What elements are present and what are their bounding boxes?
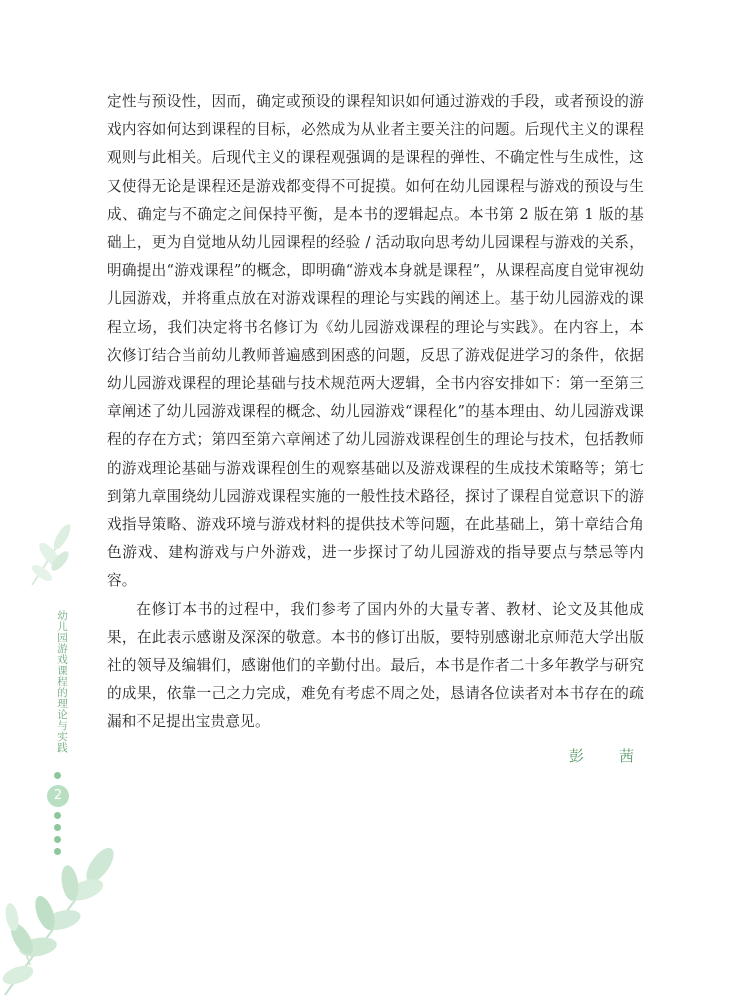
running-book-title: 幼儿园游戏课程的理论与实践 [56, 610, 68, 753]
leaf-sprig-icon [22, 515, 82, 595]
preface-body [107, 88, 644, 737]
paragraph-acknowledgement: 在修订本书的过程中，我们参考了国内外的大量专著、教材、论文及其他成果，在此表示感谢及深深的敬意。本书的修订出版，要特别感谢北京师范大学出版社的领导及编辑们，感谢他们的辛勤付出。最后，本书是作者二十多年教学与研究的成果，依靠一己之力完成，难免有考虑不周之处，恳请各位读者对本书存在的疏漏和不足提出宝贵意见。 [107, 600, 644, 731]
paragraph-continued: 定性与预设性，因而，确定或预设的课程知识如何通过游戏的手段，或者预设的游戏内容如何达到课程的目标，必然成为从业者主要关注的问题。后现代主义的课程观则与此相关。后现代主义的课程观强调的是课程的弹性、不确定性与生成性，这又使得无论是课程还是游戏都变得不可捉摸。如何在幼儿园课程与游戏的预设与生成、确定与不确定之间保持平衡，是本书的逻辑起点。本书第 2 版在第 1 版的基础上，更为自觉地从幼儿园课程的经验 / 活动取向思考幼儿园课程与游戏的关系，明确提出“游戏课程”的概念，即明确“游戏本身就是课程”，从课程高度自觉审视幼儿园游戏，并将重点放在对游戏课程的理论与实践的阐述上。基于幼儿园游戏的课程立场，我们决定将书名修订为《幼儿园游戏课程的理论与实践》。在内容上，本次修订结合当前幼儿教师普遍感到困惑的问题，反思了游戏促进学习的条件，依据幼儿园游戏课程的理论基础与技术规范两大逻辑，全书内容安排如下：第一至第三章阐述了幼儿园游戏课程的概念、幼儿园游戏“课程化”的基本理由、幼儿园游戏课程的存在方式；第四至第六章阐述了幼儿园游戏课程创生的理论与技术，包括教师的游戏理论基础与游戏课程创生的观察基础以及游戏课程的生成技术策略等；第七到第九章围绕幼儿园游戏课程实施的一般性技术路径，探讨了课程自觉意识下的游戏指导策略、游戏环境与游戏材料的提供技术等问题，在此基础上，第十章结合角色游戏、建构游戏与户外游戏，进一步探讨了幼儿园游戏的指导要点与禁忌等内容。 [107, 93, 644, 590]
leaf-branch-icon [0, 835, 130, 1000]
page-number: 2 [47, 785, 69, 807]
author-signature: 彭 茜 [568, 747, 644, 765]
decor-dot [54, 772, 61, 779]
decor-dot [54, 812, 61, 819]
decor-dot [54, 824, 61, 831]
